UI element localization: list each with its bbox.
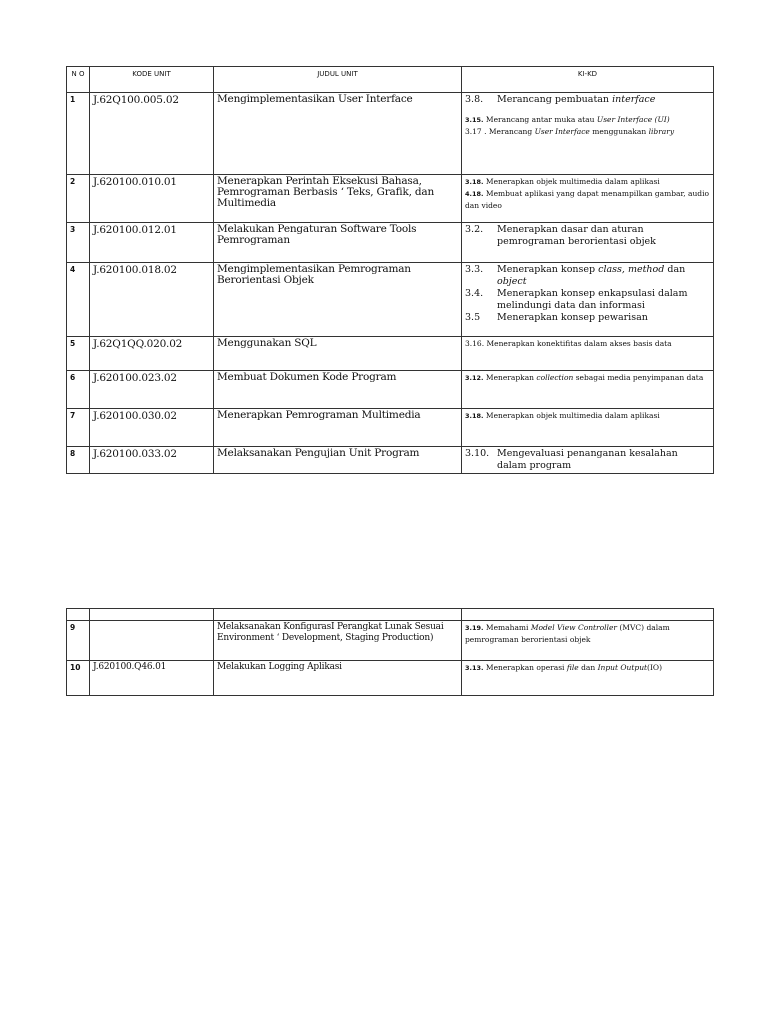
row-number: 4 [67,263,90,337]
ki-kd-italic: file [566,663,579,672]
ki-kd-text: Merancang antar muka atau [485,115,595,124]
unit-title: Melakukan Pengaturan Software Tools Pemrograman [214,223,462,263]
table-row [67,93,714,175]
row-number: 2 [67,175,90,223]
ki-kd-text: Menerapkan konsep [497,264,596,275]
table-row [67,371,714,409]
ki-kd-italic: collection [536,373,574,382]
unit-title: Menerapkan Perintah Eksekusi Bahasa, Pemrograman Berbasis ‘ Teks, Grafik, dan Multimedia [214,175,462,223]
row-number: 5 [67,337,90,371]
ki-kd-italic: interface [612,94,656,105]
ki-kd-cell [462,263,714,337]
ki-kd-text: Membuat aplikasi yang dapat menampilkan gambar, audio dan video [465,189,710,210]
ki-kd-item [465,662,710,674]
ki-kd-text: menggunakan [592,127,647,136]
ki-kd-cell [462,371,714,409]
ki-kd-italic: object [497,276,527,287]
unit-code: J.620100.012.01 [90,223,214,263]
unit-code: J.62Q1QQ.020.02 [90,337,214,371]
unit-title: Melaksanakan Pengujian Unit Program [214,447,462,474]
unit-code: J.620100.018.02 [90,263,214,337]
unit-title: Menggunakan SQL [214,337,462,371]
ki-kd-cell [462,175,714,223]
ki-kd-text: (IO) [647,663,663,672]
ki-kd-cell [462,93,714,175]
ki-kd-text: Menerapkan operasi [485,663,565,672]
competency-table-continued [66,608,714,696]
ki-kd-item [465,264,710,288]
ki-kd-item [465,338,710,349]
header-ki-kd: KI-KD [462,67,714,93]
row-number: 1 [67,93,90,175]
ki-kd-item [465,114,710,126]
ki-kd-italic: Model View Controller [530,623,617,632]
ki-kd-italic: User Interface [534,127,590,136]
ki-kd-text: Menerapkan [485,373,534,382]
table-row [67,409,714,447]
ki-kd-text: dan [667,264,686,275]
table-row [67,223,714,263]
ki-kd-text: Menerapkan dasar dan aturan pemrograman berorientasi objek [497,224,656,247]
unit-code: J.620100.023.02 [90,371,214,409]
unit-code: J.620100.010.01 [90,175,214,223]
ki-kd-number: 3.15. [465,116,484,124]
table-row [67,447,714,474]
ki-kd-italic: class, method [598,264,665,275]
ki-kd-text: (MVC) dalam pemrograman berorientasi objek [465,623,670,644]
table-row [67,263,714,337]
ki-kd-text: Menerapkan objek multimedia dalam aplikasi [485,411,660,420]
unit-title: Melaksanakan KonfigurasI Perangkat Lunak Sesuai Environment ‘ Development, Staging Production) [214,621,462,661]
ki-kd-item [465,410,710,422]
ki-kd-item [465,622,710,645]
ki-kd-cell [462,447,714,474]
unit-code: J.62Q100.005.02 [90,93,214,175]
ki-kd-item [465,288,710,312]
ki-kd-number: 3.4. [465,288,484,299]
ki-kd-cell [462,223,714,263]
ki-kd-text: Merancang pembuatan [497,94,610,105]
unit-code: J.620100.030.02 [90,409,214,447]
ki-kd-item [465,176,710,188]
ki-kd-number: 3.3. [465,264,484,275]
table-header-row [67,67,714,93]
ki-kd-number: 3.8. [465,94,484,105]
ki-kd-text: sebagai media penyimpanan data [575,373,704,382]
ki-kd-text: Menerapkan konsep pewarisan [497,312,648,323]
competency-table [66,66,714,474]
header-kode-unit: KODE UNIT [90,67,214,93]
ki-kd-item [465,448,710,472]
ki-kd-cell [462,409,714,447]
unit-title: Membuat Dokumen Kode Program [214,371,462,409]
row-number: 3 [67,223,90,263]
table-row [67,661,714,696]
row-number: 8 [67,447,90,474]
unit-code: J.620100.033.02 [90,447,214,474]
ki-kd-text: Memahami [485,623,529,632]
ki-kd-number: 4.18. [465,190,484,198]
blank-row [67,609,714,621]
ki-kd-number: 3.19. [465,624,484,632]
header-judul-unit: JUDUL UNIT [214,67,462,93]
table-row [67,337,714,371]
ki-kd-number: 3.18. [465,178,484,186]
ki-kd-text: Mengevaluasi penanganan kesalahan dalam program [497,448,678,471]
ki-kd-text: Menerapkan konektifitas dalam akses basis data [486,339,672,348]
ki-kd-cell [462,337,714,371]
ki-kd-cell [462,621,714,661]
ki-kd-italic: library [648,127,675,136]
row-number: 9 [67,621,90,661]
unit-title: Mengimplementasikan Pemrograman Berorientasi Objek [214,263,462,337]
ki-kd-number: 3.10. [465,448,490,459]
ki-kd-cell [462,661,714,696]
ki-kd-item [465,188,710,211]
ki-kd-text: dan [581,663,596,672]
ki-kd-item [465,224,710,248]
ki-kd-item [465,372,710,384]
unit-title: Menerapkan Pemrograman Multimedia [214,409,462,447]
ki-kd-text: Menerapkan konsep enkapsulasi dalam melindungi data dan informasi [497,288,688,311]
unit-title: Mengimplementasikan User Interface [214,93,462,175]
ki-kd-item [465,94,710,106]
ki-kd-number: 3.2. [465,224,484,235]
ki-kd-text: Merancang [488,127,533,136]
ki-kd-number: 3.5 [465,312,481,323]
row-number: 10 [67,661,90,696]
table-row [67,175,714,223]
ki-kd-number: 3.12. [465,374,484,382]
ki-kd-item [465,312,710,324]
ki-kd-number: 3.18. [465,412,484,420]
table-row [67,621,714,661]
row-number: 7 [67,409,90,447]
row-number: 6 [67,371,90,409]
ki-kd-number: 3.13. [465,664,484,672]
unit-code [90,621,214,661]
unit-code: J.620100.Q46.01 [90,661,214,696]
ki-kd-item [465,126,710,137]
ki-kd-italic: User Interface (UI) [596,115,670,124]
header-no: N O [67,67,90,93]
ki-kd-number: 3.17 . [465,127,487,136]
unit-title: Melakukan Logging Aplikasi [214,661,462,696]
ki-kd-number: 3.16. [465,339,485,348]
ki-kd-italic: Input Output [597,663,648,672]
ki-kd-text: Menerapkan objek multimedia dalam aplikasi [485,177,660,186]
